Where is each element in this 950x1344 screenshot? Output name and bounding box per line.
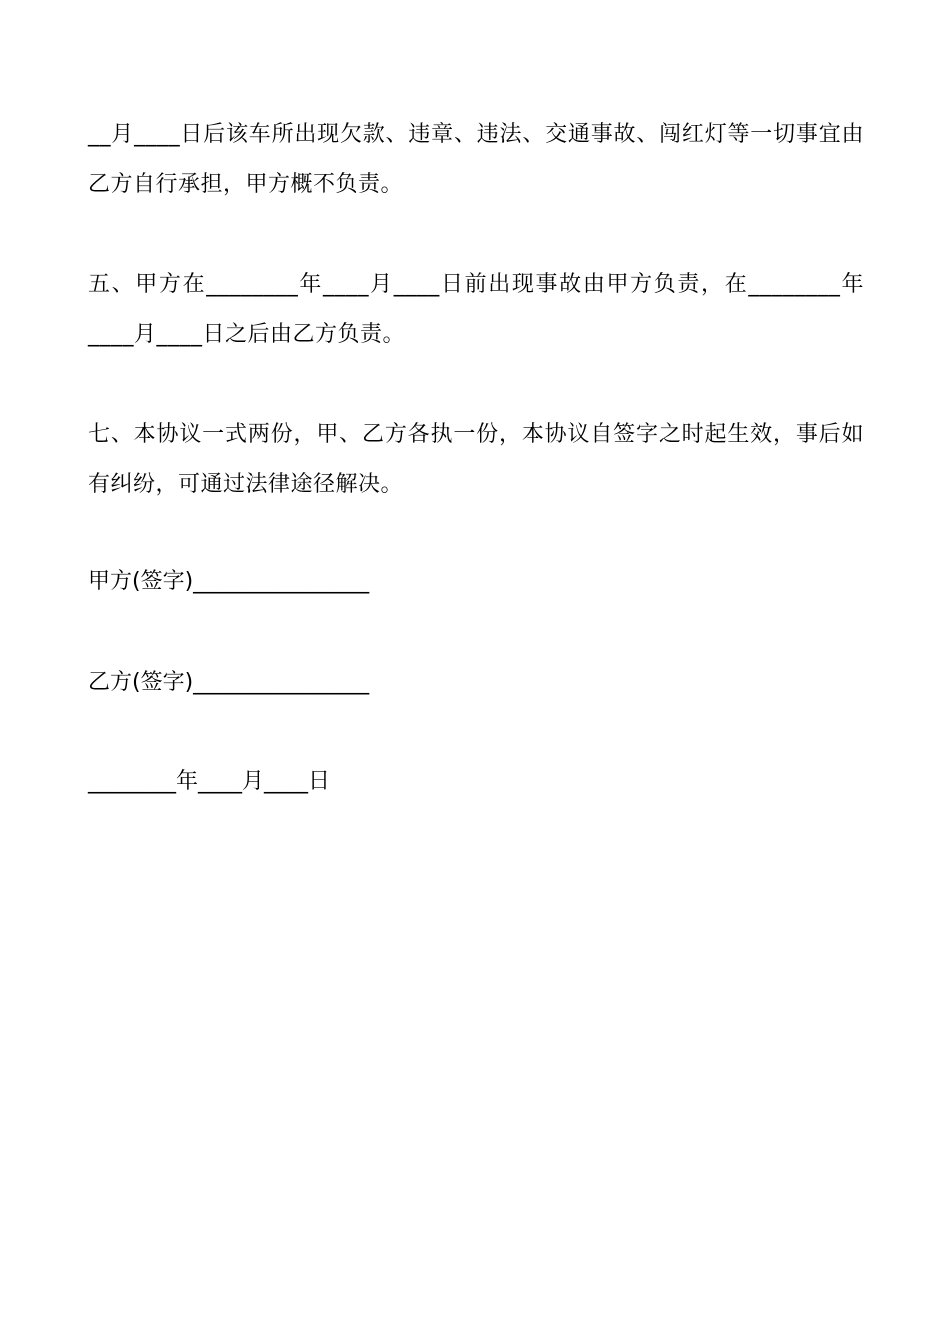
date-line: ________年____月____日 bbox=[88, 769, 331, 794]
paragraph-clause-seven: 七、本协议一式两份，甲、乙方各执一份，本协议自签字之时起生效，事后如有纠纷，可通过法律途径解决。 bbox=[88, 422, 864, 497]
paragraph-clause-five: 五、甲方在________年____月____日前出现事故由甲方负责，在________年____月____日之后由乙方负责。 bbox=[88, 272, 864, 347]
signature-party-b: 乙方(签字)________________ bbox=[88, 670, 370, 695]
paragraph-liability-after-date: __月____日后该车所出现欠款、违章、违法、交通事故、闯红灯等一切事宜由乙方自行承担，甲方概不负责。 bbox=[88, 122, 864, 197]
signature-party-a: 甲方(签字)________________ bbox=[88, 569, 370, 594]
